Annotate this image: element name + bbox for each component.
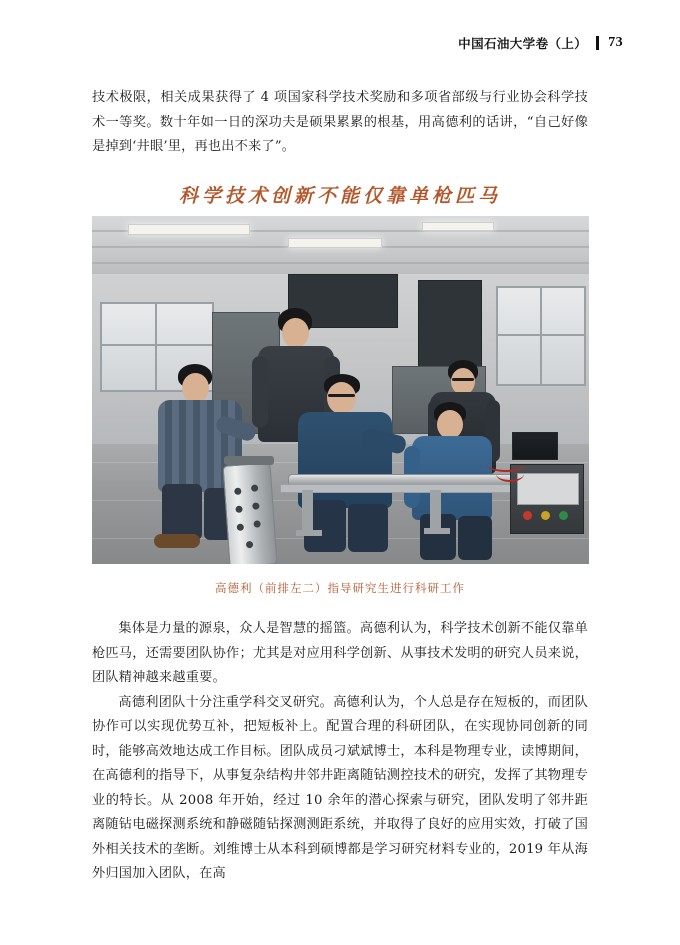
laptop [512,432,558,460]
ceiling-light [288,238,382,248]
photo-caption: 高德利（前排左二）指导研究生进行科研工作 [215,581,465,595]
bench-leg [430,490,441,530]
paragraph-1: 集体是力量的源泉，众人是智慧的摇篮。高德利认为，科学技术创新不能仅靠单枪匹马，还需要团队协作；尤其是对应用科学创新、从事技术发明的研究人员来说，团队精神越来越重要。 [92,621,588,685]
lower-text-block [92,617,588,887]
paragraph-2: 高德利团队十分注重学科交叉研究。高德利认为，个人总是存在短板的，而团队协作可以实现优势互补，把短板补上。配置合理的科研团队，在实现协同创新的同时，能够高效地达成工作目标。团队成员刁斌斌博士，本科是物理专业，读博期间，在高德利的指导下，从事复杂结构井邻井距离随钻测控技术的研究，发挥了其物理专业的特长。从 2008 年开始，经过 10 余年的潜心探索与研究，团队发明了邻井距离随钻电磁探测系统和静磁随钻探测测距系统，并取得了良好的应用实效，打破了国外相关技术的垄断。刘维博士从本科到硕博都是学习研究材料专业的，2019 年从海外归国加入团队，在高 [92,694,588,881]
bench-foot [424,528,450,534]
tool-collar [224,456,274,465]
page-header [458,34,623,52]
section-heading: 科学技术创新不能仅靠单枪匹马 [178,185,501,207]
photo-image [92,216,589,564]
bench-foot [296,530,322,536]
page-number: 73 [608,35,623,50]
ceiling-light [128,224,250,235]
window-right [496,286,586,386]
top-text-block [92,86,588,160]
wall-equipment [418,280,482,368]
paragraph-top: 技术极限，相关成果获得了 4 项国家科学技术奖励和多项省部级与行业协会科学技术一等奖。数十年如一日的深功夫是硕果累累的根基，用高德利的话讲，“自己好像是掉到‘井眼’里，再也出不来了”。 [92,90,588,154]
photo-figure [92,216,589,564]
bench-leg [302,490,313,532]
book-title: 中国石油大学卷（上） [458,36,588,51]
cable [496,466,524,482]
ceiling-light [422,222,494,231]
downhole-tool [223,462,278,564]
header-divider [596,36,599,50]
ceiling-line [92,262,589,264]
